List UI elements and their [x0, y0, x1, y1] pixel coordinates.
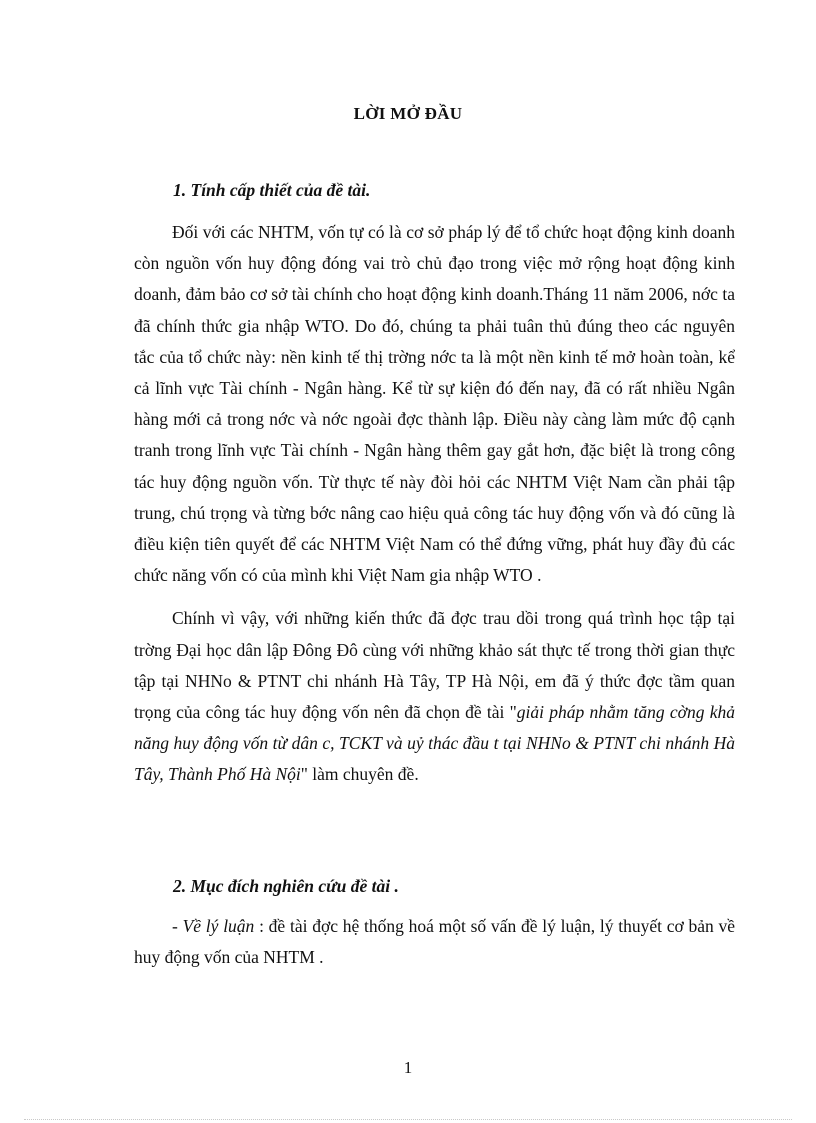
- paragraph-2-start: Chính vì vậy, với những kiến thức đã đợc trau dồi trong quá trình học tập tại trờng Đại học dân lập Đông Đô cùng với những khảo sát thực tế trong thời gian thực tập tại NHNo & PTNT chi nhánh Hà Tây, TP Hà Nội, em đã ý thức đợc tầm quan trọng của công tác huy động vốn nên đã chọn đề tài ": [134, 608, 735, 723]
- section-2-body: [134, 911, 735, 973]
- topic-title: giải pháp nhằm tăng cờng khả năng huy động vốn từ dân c, TCKT và uỷ thác đầu t tại NHNo & PTNT chi nhánh Hà Tây, Thành Phố Hà Nội: [134, 702, 735, 785]
- page-number: 1: [403, 1058, 413, 1077]
- paragraph-1: Đối với các NHTM, vốn tự có là cơ sở pháp lý để tổ chức hoạt động kinh doanh còn nguồn vốn huy động đóng vai trò chủ đạo trong việc mở rộng hoạt động kinh doanh, đảm bảo cơ sở tài chính cho hoạt động kinh doanh.Tháng 11 năm 2006, nớc ta đã chính thức gia nhập WTO. Do đó, chúng ta phải tuân thủ đúng theo các nguyên tắc của tổ chức này: nền kinh tế thị trờng nớc ta là một nền kinh tế mở hoàn toàn, kể cả lĩnh vực Tài chính - Ngân hàng. Kể từ sự kiện đó đến nay, đã có rất nhiều Ngân hàng mới cả trong nớc và nớc ngoài đợc thành lập. Điều này càng làm mức độ cạnh tranh trong lĩnh vực Tài chính - Ngân hàng thêm gay gắt hơn, đặc biệt là trong công tác huy động nguồn vốn. Từ thực tế này đòi hỏi các NHTM Việt Nam cần phải tập trung, chú trọng và từng bớc nâng cao hiệu quả công tác huy động vốn và đó cũng là điều kiện tiên quyết để các NHTM Việt Nam có thể đứng vững, phát huy đầy đủ các chức năng vốn có của mình khi Việt Nam gia nhập WTO .: [134, 222, 735, 586]
- item-label: Về lý luận: [182, 916, 255, 936]
- section-1-body: [134, 217, 735, 791]
- item-text: : đề tài đợc hệ thống hoá một số vấn đề lý luận, lý thuyết cơ bản về huy động vốn của NHTM .: [134, 916, 736, 968]
- page-separator: [24, 1119, 792, 1120]
- page-title: LỜI MỞ ĐẦU: [353, 104, 463, 123]
- section-1-heading: 1. Tính cấp thiết của đề tài.: [173, 180, 371, 200]
- paragraph-2: [134, 603, 735, 790]
- paragraph-2-end: " làm chuyên đề.: [300, 764, 419, 785]
- item-prefix: -: [172, 916, 183, 936]
- section-2-heading: 2. Mục đích nghiên cứu đề tài .: [173, 876, 399, 896]
- list-item: [134, 911, 735, 973]
